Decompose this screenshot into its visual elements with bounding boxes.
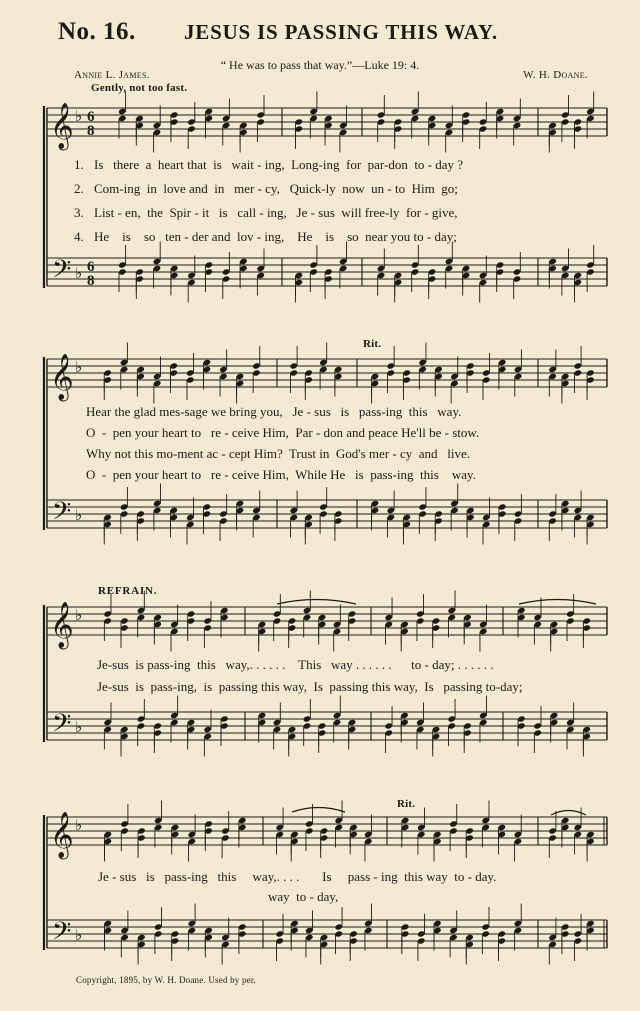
- flat-sign-icon: ♭: [75, 816, 83, 834]
- time-signature-top: 6: [87, 109, 95, 125]
- flat-sign-icon: ♭: [75, 358, 83, 376]
- copyright-notice: Copyright, 1895, by W. H. Doane. Used by per.: [76, 975, 256, 985]
- composer-credit: W. H. Doane.: [523, 69, 588, 81]
- flat-sign-icon: ♭: [75, 506, 83, 524]
- refrain-line-2: Je-sus is pass-ing, is passing this way, Is passing this way, Is passing to-day;: [97, 679, 523, 694]
- slur-mark: [292, 808, 345, 813]
- verse-text: He is so ten - der and lov - ing, He is so near you to - day;: [94, 229, 457, 244]
- final-line-1: Je - sus is pass-ing this way,. . . . Is pass - ing this way to - day.: [98, 869, 497, 884]
- verse-number: 2.: [74, 181, 84, 196]
- lyricist-credit: Annie L. James.: [74, 69, 150, 81]
- verse-number: 3.: [74, 205, 84, 220]
- treble-clef-icon: 𝄞: [50, 103, 74, 149]
- verse-line-3: [74, 205, 594, 221]
- verse-number: 1.: [74, 157, 84, 172]
- refrain-marking: REFRAIN.: [98, 585, 158, 597]
- verse-continuation-2: O - pen your heart to re - ceive Him, Par - don and peace He'll be - stow.: [86, 425, 480, 440]
- bass-clef-icon: 𝄢: [52, 255, 72, 290]
- verse-line-1: [74, 157, 594, 173]
- time-signature-top: 6: [87, 259, 95, 275]
- flat-sign-icon: ♭: [75, 107, 83, 125]
- verse-text: List - en, the Spir - it is call - ing, Je - sus will free-ly for - give,: [94, 205, 458, 220]
- treble-clef-icon: 𝄞: [50, 354, 74, 400]
- time-signature-bottom: 8: [87, 273, 95, 289]
- bass-clef-icon: 𝄢: [52, 917, 72, 952]
- refrain-line-1: Je-sus is pass-ing this way,. . . . . . This way . . . . . . to - day; . . . . . .: [97, 657, 494, 672]
- scripture-reference: “ He was to pass that way.”—Luke 19: 4.: [220, 58, 420, 72]
- ritardando-marking: Rit.: [363, 338, 382, 350]
- treble-clef-icon: 𝄞: [50, 812, 74, 858]
- ritardando-marking-2: Rit.: [397, 798, 416, 810]
- flat-sign-icon: ♭: [75, 606, 83, 624]
- flat-sign-icon: ♭: [75, 718, 83, 736]
- bass-clef-icon: 𝄢: [52, 497, 72, 532]
- verse-number: 4.: [74, 229, 84, 244]
- verse-text: Com-ing in love and in mer - cy, Quick-ly now un - to Him go;: [94, 181, 458, 196]
- verse-continuation-4: O - pen your heart to re - ceive Him, While He is pass-ing this way.: [86, 467, 476, 482]
- verse-line-2: [74, 181, 594, 197]
- verse-line-4: [74, 229, 594, 245]
- time-signature-bottom: 8: [87, 123, 95, 139]
- final-line-2: way to - day,: [268, 889, 339, 904]
- hymn-title: JESUS IS PASSING THIS WAY.: [184, 20, 498, 44]
- bass-clef-icon: 𝄢: [52, 709, 72, 744]
- hymn-number: No. 16.: [58, 18, 136, 45]
- treble-clef-icon: 𝄞: [50, 602, 74, 648]
- verse-continuation-3: Why not this mo-ment ac - cept Him? Trust in God's mer - cy and live.: [86, 446, 470, 461]
- verse-continuation-1: Hear the glad mes-sage we bring you, Je - sus is pass-ing this way.: [86, 404, 462, 419]
- slur-mark: [519, 600, 596, 605]
- tempo-marking: Gently, not too fast.: [91, 82, 188, 94]
- slur-mark: [277, 600, 356, 605]
- verse-text: Is there a heart that is wait - ing, Long-ing for par-don to - day ?: [94, 157, 464, 172]
- flat-sign-icon: ♭: [75, 264, 83, 282]
- flat-sign-icon: ♭: [75, 926, 83, 944]
